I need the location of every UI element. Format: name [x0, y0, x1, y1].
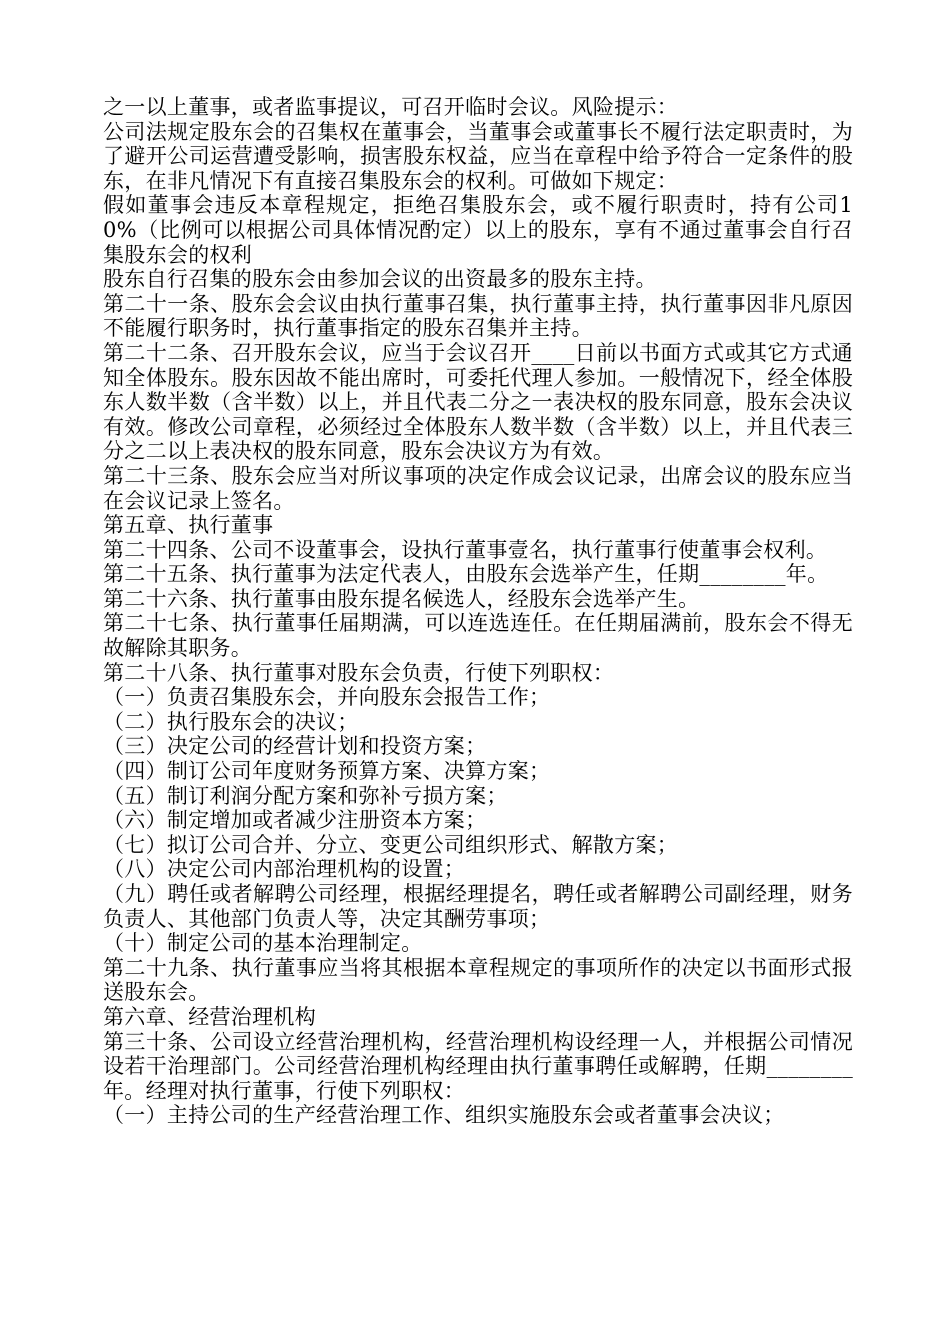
- article-29: 第二十九条、执行董事应当将其根据本章程规定的事项所作的决定以书面形式报送股东会。: [103, 955, 853, 1005]
- list-item: （六）制定增加或者减少注册资本方案；: [103, 808, 487, 833]
- list-item: （三）决定公司的经营计划和投资方案；: [103, 734, 487, 759]
- list-item: （九）聘任或者解聘公司经理，根据经理提名，聘任或者解聘公司副经理，财务负责人、其他部门负责人等，决定其酬劳事项；: [103, 882, 853, 931]
- list-item: （一）负责召集股东会，并向股东会报告工作；: [103, 685, 551, 710]
- list-item: （四）制订公司年度财务预算方案、决算方案；: [103, 759, 551, 784]
- article-30: 第三十条、公司设立经营治理机构，经营治理机构设经理一人，并根据公司情况设若干治理部门。公司经营治理机构经理由执行董事聘任或解聘，任期________年。经理对执行董事，行使下列职权：: [103, 1029, 853, 1103]
- article-27: 第二十七条、执行董事任届期满，可以连选连任。在任期届满前，股东会不得无故解除其职务。: [103, 611, 853, 661]
- chapter-5-heading: 第五章、执行董事: [103, 513, 274, 538]
- article-24: 第二十四条、公司不设董事会，设执行董事壹名，执行董事行使董事会权利。: [103, 537, 828, 562]
- article-21: 第二十一条、股东会会议由执行董事召集，执行董事主持，执行董事因非凡原因不能履行职务时，执行董事指定的股东召集并主持。: [103, 291, 853, 341]
- paragraph: 之一以上董事，或者监事提议，可召开临时会议。风险提示：: [103, 95, 679, 119]
- article-25: 第二十五条、执行董事为法定代表人，由股东会选举产生，任期________年。: [103, 562, 829, 587]
- chapter-6-heading: 第六章、经营治理机构: [103, 1004, 316, 1029]
- paragraph: 股东自行召集的股东会由参加会议的出资最多的股东主持。: [103, 267, 657, 292]
- article-22: 第二十二条、召开股东会议，应当于会议召开____日前以书面方式或其它方式通知全体股东。股东因故不能出席时，可委托代理人参加。一般情况下，经全体股东人数半数（含半数）以上，并且代表二分之一表决权的股东同意，股东会决议有效。修改公司章程，必须经过全体股东人数半数（含半数）以上，并且代表三分之二以上表决权的股东同意，股东会决议方为有效。: [103, 340, 853, 464]
- list-item: （七）拟订公司合并、分立、变更公司组织形式、解散方案；: [103, 832, 679, 857]
- list-item: （一）主持公司的生产经营治理工作、组织实施股东会或者董事会决议；: [103, 1103, 785, 1128]
- paragraph: 假如董事会违反本章程规定，拒绝召集股东会，或不履行职责时，持有公司10%（比例可以根据公司具体情况酌定）以上的股东，享有不通过董事会自行召集股东会的权利: [103, 193, 853, 267]
- list-item: （二）执行股东会的决议；: [103, 709, 359, 734]
- article-28: 第二十八条、执行董事对股东会负责，行使下列职权：: [103, 660, 615, 685]
- paragraph: 公司法规定股东会的召集权在董事会，当董事会或董事长不履行法定职责时，为了避开公司运营遭受影响，损害股东权益，应当在章程中给予符合一定条件的股东，在非凡情况下有直接召集股东会的权利。可做如下规定：: [103, 119, 853, 193]
- article-23: 第二十三条、股东会应当对所议事项的决定作成会议记录，出席会议的股东应当在会议记录上签名。: [103, 463, 853, 513]
- article-26: 第二十六条、执行董事由股东提名候选人，经股东会选举产生。: [103, 586, 700, 611]
- list-item: （十）制定公司的基本治理制定。: [103, 931, 423, 956]
- list-item: （五）制订利润分配方案和弥补亏损方案；: [103, 783, 508, 808]
- list-item: （八）决定公司内部治理机构的设置；: [103, 857, 466, 882]
- document-page: [103, 95, 853, 1128]
